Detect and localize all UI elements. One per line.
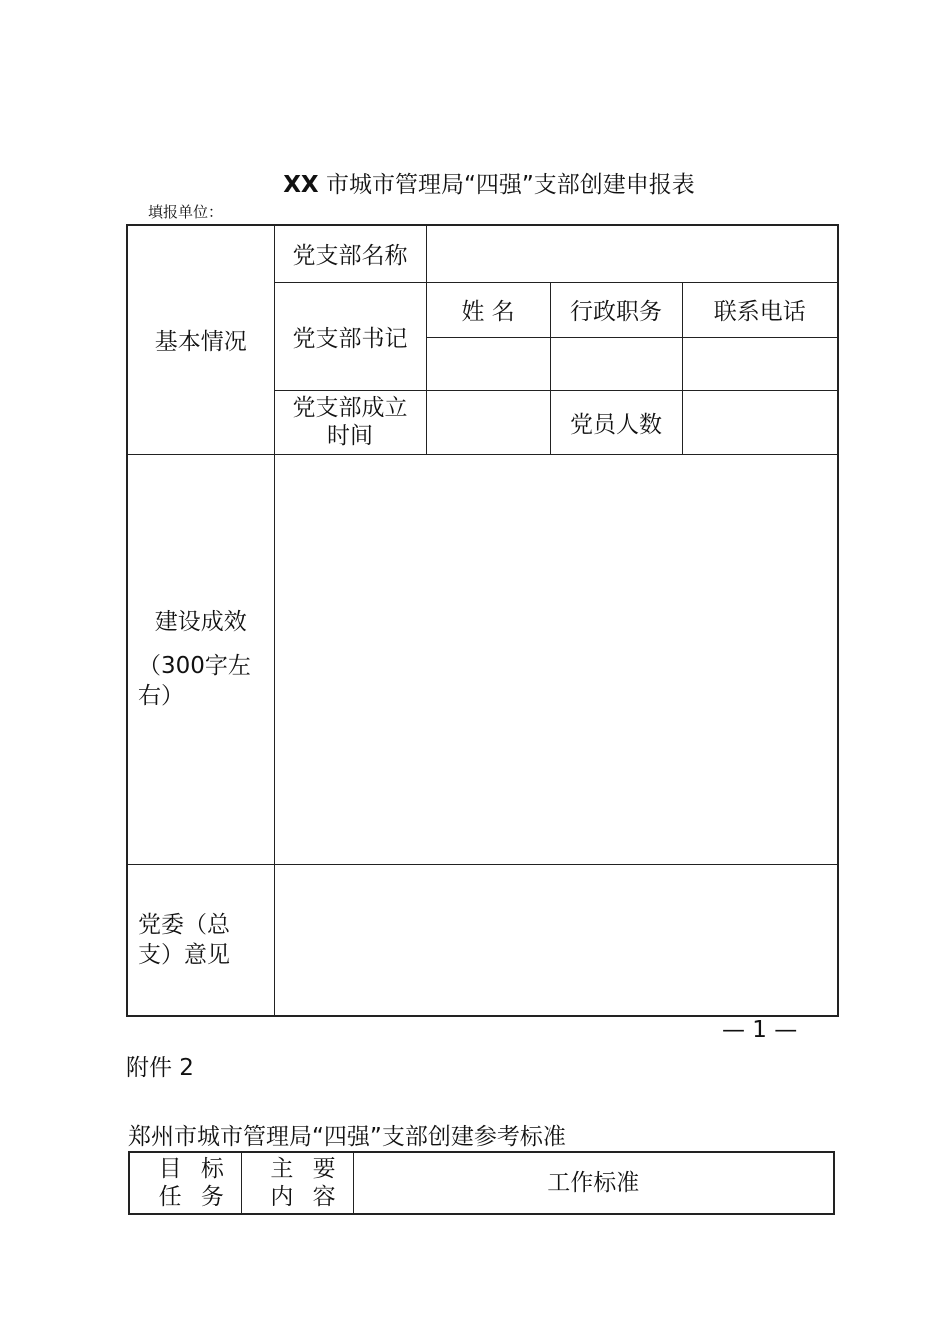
annex-title: 郑州市城市管理局“四强”支部创建参考标准 bbox=[128, 1124, 566, 1150]
effect-label-cell bbox=[127, 454, 274, 864]
branch-name-field[interactable] bbox=[426, 225, 838, 282]
committee-opinion-field[interactable] bbox=[274, 864, 838, 1016]
effect-field[interactable] bbox=[274, 454, 838, 864]
secretary-post-field[interactable] bbox=[550, 337, 682, 390]
secretary-name-field[interactable] bbox=[426, 337, 550, 390]
col-target-header: 目 标 任 务 bbox=[129, 1152, 241, 1214]
standards-table bbox=[128, 1151, 835, 1215]
committee-opinion-label: 党委（总支）意见 bbox=[127, 864, 274, 1016]
annex-label: 附件 2 bbox=[126, 1055, 194, 1081]
page-number: — 1 — bbox=[722, 1017, 798, 1043]
member-count-field[interactable] bbox=[682, 390, 838, 454]
form-title-prefix: XX bbox=[283, 172, 319, 198]
branch-name-label: 党支部名称 bbox=[274, 225, 426, 282]
effect-label-line2: （300字左右） bbox=[138, 653, 251, 709]
branch-secretary-label: 党支部书记 bbox=[274, 282, 426, 390]
fill-unit-label: 填报单位： bbox=[148, 203, 224, 221]
form-title bbox=[0, 166, 950, 199]
col-standard-header: 工作标准 bbox=[353, 1152, 834, 1214]
member-count-label: 党员人数 bbox=[550, 390, 682, 454]
name-header: 姓 名 bbox=[426, 282, 550, 337]
col-content-header: 主 要 内 容 bbox=[241, 1152, 353, 1214]
application-form-table bbox=[126, 224, 839, 1017]
phone-header: 联系电话 bbox=[682, 282, 838, 337]
secretary-phone-field[interactable] bbox=[682, 337, 838, 390]
form-title-rest: 市城市管理局“四强”支部创建申报表 bbox=[325, 172, 695, 198]
basic-info-label: 基本情况 bbox=[127, 225, 274, 454]
founding-time-label: 党支部成立时间 bbox=[274, 390, 426, 454]
admin-post-header: 行政职务 bbox=[550, 282, 682, 337]
effect-label-line1: 建设成效 bbox=[154, 609, 247, 635]
founding-time-field[interactable] bbox=[426, 390, 550, 454]
